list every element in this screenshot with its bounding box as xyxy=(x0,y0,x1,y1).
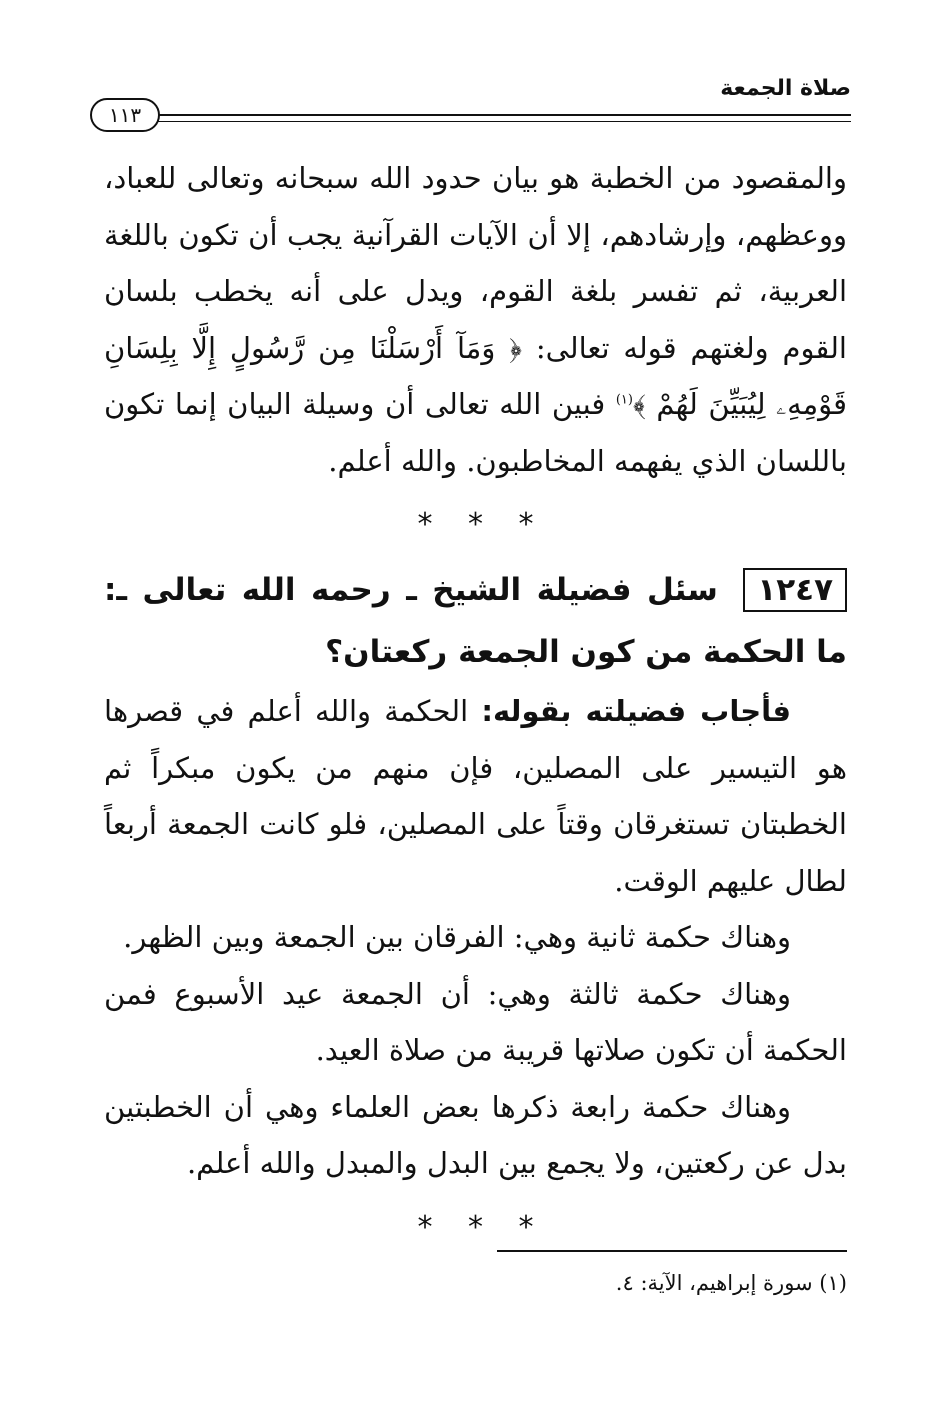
quran-verse: ﴿ وَمَآ أَرْسَلْنَا مِن رَّسُولٍ إِلَّا بِلِسَانِ قَوْمِهِۦ لِيُبَيِّنَ لَهُمْ ﴾ xyxy=(104,330,848,421)
answer-paragraph-2: وهناك حكمة ثانية وهي: الفرقان بين الجمعة وبين الظهر. xyxy=(123,920,791,954)
answer-paragraph-3: وهناك حكمة ثالثة وهي: أن الجمعة عيد الأسبوع فمن الحكمة أن تكون صلاتها قريبة من صلاة العيد. xyxy=(104,976,847,1067)
paragraph-text: فبين الله تعالى أن وسيلة البيان إنما تكون باللسان الذي يفهمه المخاطبون. والله أعلم. xyxy=(104,387,847,478)
page-number: ١١٣ xyxy=(90,98,160,132)
footnote: (١) سورة إبراهيم، الآية: ٤. xyxy=(615,1271,847,1295)
answer-paragraph-1 xyxy=(104,683,847,909)
answer-text: الحكمة والله أعلم في قصرها هو التيسير على المصلين، فإن منهم من يكون مبكراً ثم الخطبتان تستغرقان وقتاً على المصلين، فلو كانت الجمعة أربعاً لطال عليهم الوقت. xyxy=(104,694,847,898)
paragraph-text: والمقصود من الخطبة هو بيان حدود الله سبحانه وتعالى للعباد، ووعظهم، وإرشادهم، إلا أن الآيات القرآنية يجب أن تكون باللغة العربية، ثم تفسر بلغة القوم، ويدل على أنه يخطب بلسان القوم ولغتهم قوله تعالى: xyxy=(104,161,847,365)
footnote-rule xyxy=(497,1250,847,1252)
answer-paragraph-4: وهناك حكمة رابعة ذكرها بعض العلماء وهي أن الخطبتين بدل عن ركعتين، ولا يجمع بين البدل والمبدل والله أعلم. xyxy=(104,1089,847,1180)
page-body xyxy=(104,150,847,1262)
section-separator: * * * xyxy=(417,507,534,542)
paragraph-khutbah-purpose xyxy=(104,150,847,489)
running-header-title: صلاة الجمعة xyxy=(720,76,851,101)
footnote-reference: (١) xyxy=(615,392,633,408)
question-number: ١٢٤٧ xyxy=(743,568,847,612)
section-separator: * * * xyxy=(417,1209,534,1245)
answer-lead: فأجاب فضيلته بقوله: xyxy=(481,694,791,728)
question-heading xyxy=(104,559,847,683)
question-text: سئل فضيلة الشيخ ـ رحمه الله تعالى ـ: ما الحكمة من كون الجمعة ركعتان؟ xyxy=(104,572,847,670)
header-rule xyxy=(152,114,851,122)
